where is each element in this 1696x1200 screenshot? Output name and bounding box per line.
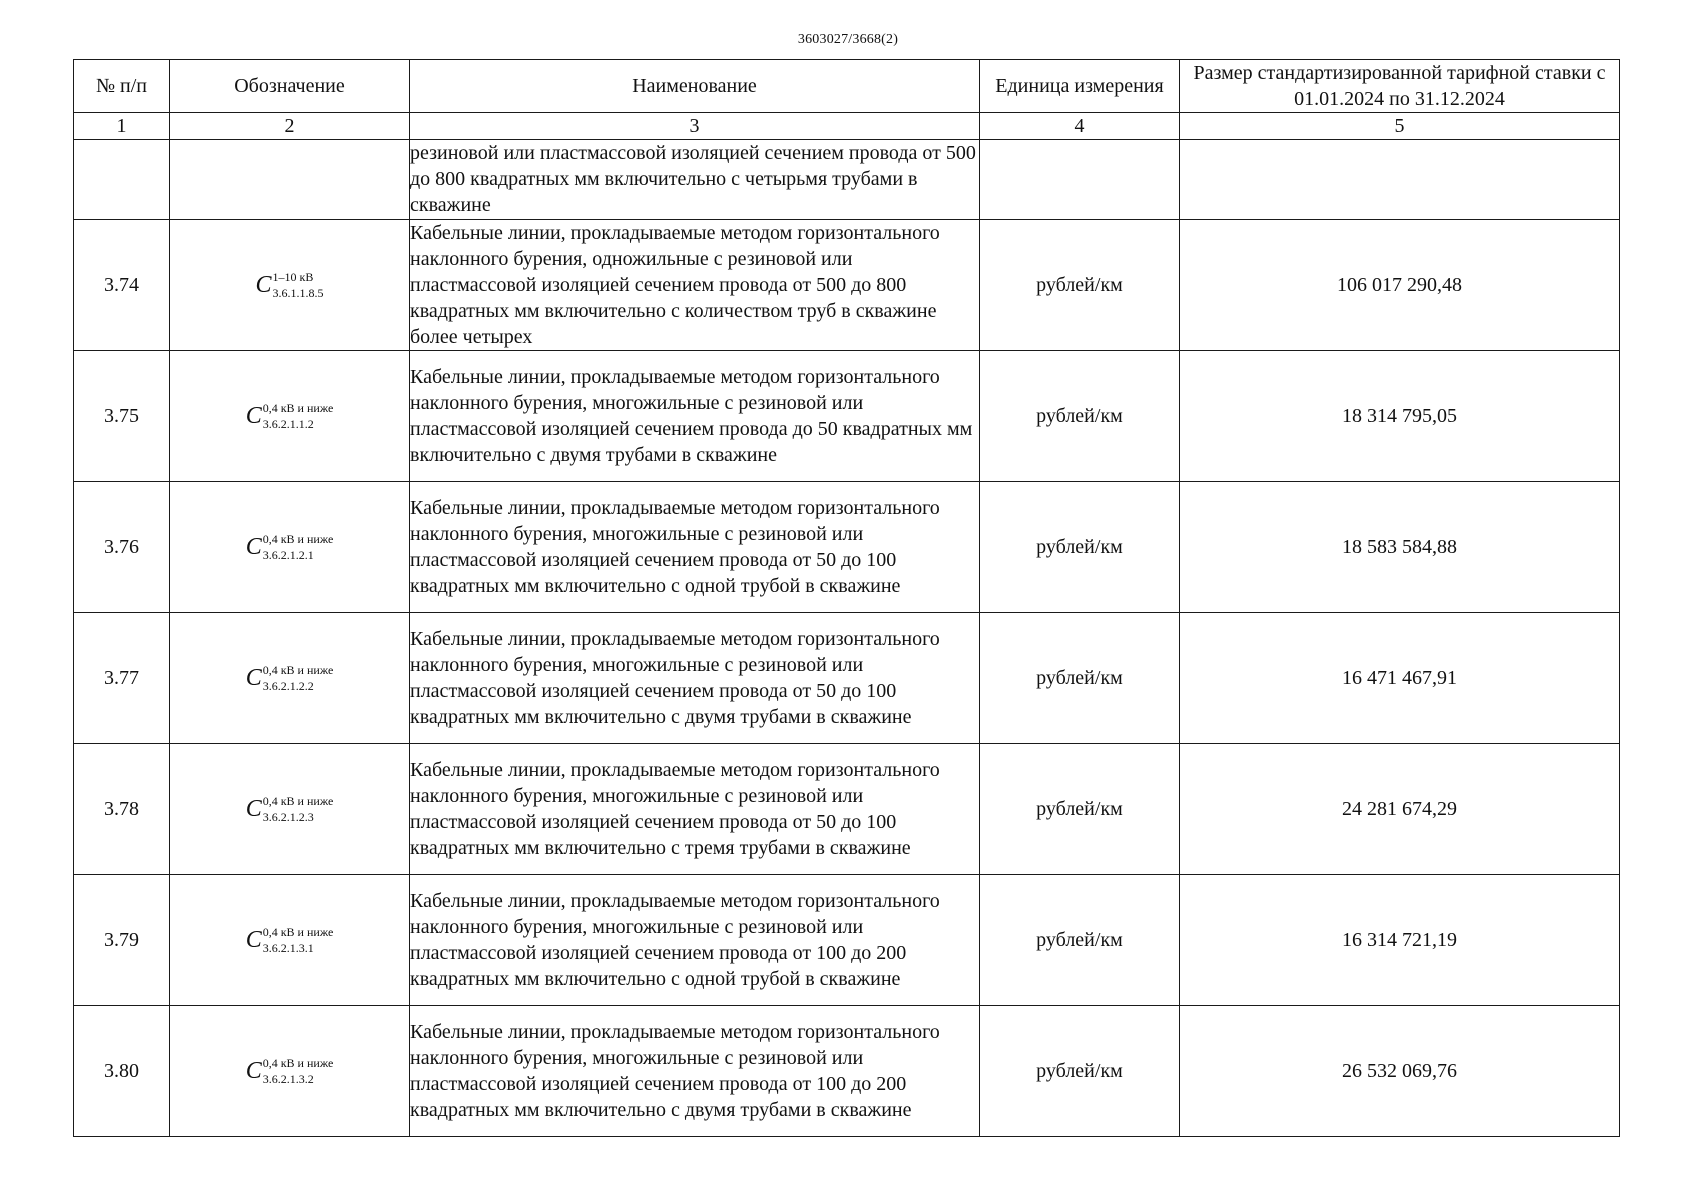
code-subscript: 3.6.2.1.3.1 bbox=[262, 940, 314, 955]
tariff-code bbox=[245, 531, 334, 562]
cell-rate: 16 314 721,19 bbox=[1180, 875, 1620, 1006]
cell-code bbox=[170, 140, 410, 220]
cell-code bbox=[170, 220, 410, 351]
header-rate: Размер стандартизированной тарифной ставки с 01.01.2024 по 31.12.2024 bbox=[1180, 60, 1620, 113]
table-row bbox=[74, 1006, 1620, 1137]
tariff-code bbox=[245, 793, 334, 824]
code-base: C bbox=[255, 271, 272, 298]
tariff-code bbox=[245, 662, 334, 693]
code-subscript: 3.6.2.1.2.3 bbox=[262, 809, 314, 824]
cell-rate bbox=[1180, 140, 1620, 220]
cell-rate: 24 281 674,29 bbox=[1180, 744, 1620, 875]
cell-number: 3.80 bbox=[74, 1006, 170, 1137]
code-base: C bbox=[245, 533, 262, 560]
cell-unit: рублей/км bbox=[980, 351, 1180, 482]
cell-code bbox=[170, 482, 410, 613]
code-base: C bbox=[245, 1057, 262, 1084]
cell-unit: рублей/км bbox=[980, 875, 1180, 1006]
table-row bbox=[74, 744, 1620, 875]
cell-name: резиновой или пластмассовой изоляцией сечением провода от 500 до 800 квадратных мм включительно с четырьмя трубами в скважине bbox=[410, 140, 980, 220]
code-superscript: 0,4 кВ и ниже bbox=[262, 793, 334, 808]
cell-unit bbox=[980, 140, 1180, 220]
tariff-table bbox=[73, 59, 1620, 1137]
cell-code bbox=[170, 351, 410, 482]
code-superscript: 0,4 кВ и ниже bbox=[262, 531, 334, 546]
code-superscript: 0,4 кВ и ниже bbox=[262, 924, 334, 939]
cell-code bbox=[170, 875, 410, 1006]
continuation-row bbox=[74, 140, 1620, 220]
code-subscript: 3.6.1.1.8.5 bbox=[272, 285, 324, 300]
cell-code bbox=[170, 613, 410, 744]
header-name: Наименование bbox=[410, 60, 980, 113]
cell-name: Кабельные линии, прокладываемые методом горизонтального наклонного бурения, многожильные с резиновой или пластмассовой изоляцией сечением провода от 100 до 200 квадратных мм включительно с одной трубой в скважине bbox=[410, 875, 980, 1006]
table-row bbox=[74, 613, 1620, 744]
cell-number: 3.75 bbox=[74, 351, 170, 482]
code-base: C bbox=[245, 795, 262, 822]
cell-code bbox=[170, 744, 410, 875]
cell-number: 3.79 bbox=[74, 875, 170, 1006]
tariff-code bbox=[255, 269, 324, 300]
code-superscript: 0,4 кВ и ниже bbox=[262, 400, 334, 415]
code-base: C bbox=[245, 926, 262, 953]
code-subscript: 3.6.2.1.2.2 bbox=[262, 678, 314, 693]
cell-number: 3.74 bbox=[74, 220, 170, 351]
code-superscript: 0,4 кВ и ниже bbox=[262, 662, 334, 677]
code-superscript: 0,4 кВ и ниже bbox=[262, 1055, 334, 1070]
cell-rate: 18 583 584,88 bbox=[1180, 482, 1620, 613]
table-row bbox=[74, 220, 1620, 351]
cell-number bbox=[74, 140, 170, 220]
table-row bbox=[74, 875, 1620, 1006]
code-base: C bbox=[245, 402, 262, 429]
cell-name: Кабельные линии, прокладываемые методом горизонтального наклонного бурения, многожильные с резиновой или пластмассовой изоляцией сечением провода от 50 до 100 квадратных мм включительно с двумя трубами в скважине bbox=[410, 613, 980, 744]
cell-number: 3.77 bbox=[74, 613, 170, 744]
document-number: 3603027/3668(2) bbox=[797, 32, 899, 47]
tariff-code bbox=[245, 1055, 334, 1086]
table-row bbox=[74, 351, 1620, 482]
cell-name: Кабельные линии, прокладываемые методом горизонтального наклонного бурения, одножильные с резиновой или пластмассовой изоляцией сечением провода от 500 до 800 квадратных мм включительно с количеством труб в скважине более четырех bbox=[410, 220, 980, 351]
code-subscript: 3.6.2.1.1.2 bbox=[262, 416, 314, 431]
cell-rate: 16 471 467,91 bbox=[1180, 613, 1620, 744]
table-row bbox=[74, 482, 1620, 613]
column-number-row bbox=[74, 113, 1620, 140]
cell-number: 3.76 bbox=[74, 482, 170, 613]
cell-name: Кабельные линии, прокладываемые методом горизонтального наклонного бурения, многожильные с резиновой или пластмассовой изоляцией сечением провода от 100 до 200 квадратных мм включительно с двумя трубами в скважине bbox=[410, 1006, 980, 1137]
cell-unit: рублей/км bbox=[980, 613, 1180, 744]
cell-unit: рублей/км bbox=[980, 220, 1180, 351]
cell-rate: 18 314 795,05 bbox=[1180, 351, 1620, 482]
cell-unit: рублей/км bbox=[980, 1006, 1180, 1137]
code-subscript: 3.6.2.1.2.1 bbox=[262, 547, 314, 562]
cell-rate: 26 532 069,76 bbox=[1180, 1006, 1620, 1137]
header-code: Обозначение bbox=[170, 60, 410, 113]
code-subscript: 3.6.2.1.3.2 bbox=[262, 1071, 314, 1086]
column-number: 2 bbox=[170, 113, 410, 140]
code-base: C bbox=[245, 664, 262, 691]
tariff-code bbox=[245, 400, 334, 431]
cell-name: Кабельные линии, прокладываемые методом горизонтального наклонного бурения, многожильные с резиновой или пластмассовой изоляцией сечением провода до 50 квадратных мм включительно с двумя трубами в скважине bbox=[410, 351, 980, 482]
cell-name: Кабельные линии, прокладываемые методом горизонтального наклонного бурения, многожильные с резиновой или пластмассовой изоляцией сечением провода от 50 до 100 квадратных мм включительно с тремя трубами в скважине bbox=[410, 744, 980, 875]
code-superscript: 1–10 кВ bbox=[272, 269, 314, 284]
column-number: 1 bbox=[74, 113, 170, 140]
cell-name: Кабельные линии, прокладываемые методом горизонтального наклонного бурения, многожильные с резиновой или пластмассовой изоляцией сечением провода от 50 до 100 квадратных мм включительно с одной трубой в скважине bbox=[410, 482, 980, 613]
tariff-code bbox=[245, 924, 334, 955]
cell-rate: 106 017 290,48 bbox=[1180, 220, 1620, 351]
column-number: 4 bbox=[980, 113, 1180, 140]
cell-code bbox=[170, 1006, 410, 1137]
header-row bbox=[74, 60, 1620, 113]
header-unit: Единица измерения bbox=[980, 60, 1180, 113]
cell-number: 3.78 bbox=[74, 744, 170, 875]
cell-unit: рублей/км bbox=[980, 482, 1180, 613]
column-number: 3 bbox=[410, 113, 980, 140]
column-number: 5 bbox=[1180, 113, 1620, 140]
header-number: № п/п bbox=[74, 60, 170, 113]
cell-unit: рублей/км bbox=[980, 744, 1180, 875]
